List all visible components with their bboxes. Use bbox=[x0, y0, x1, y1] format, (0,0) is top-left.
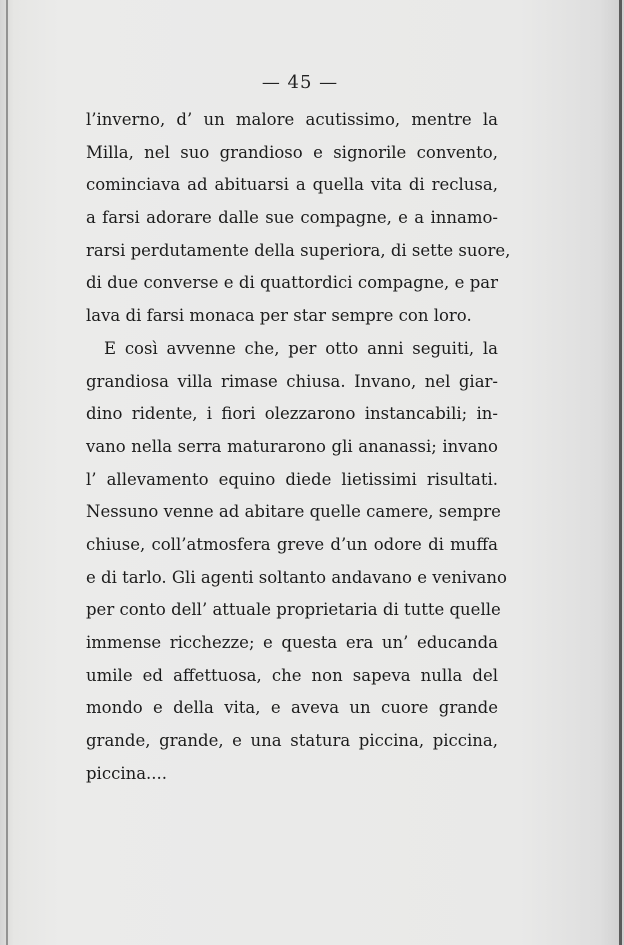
text-line-18: umile ed affettuosa, che non sapeva nulla del bbox=[86, 665, 498, 685]
text-line-15: e di tarlo. Gli agenti soltanto andavano e venivano bbox=[86, 567, 507, 587]
text-line-6: di due converse e di quattordici compagne, e par bbox=[86, 273, 498, 293]
text-line-5: rarsi perdutamente della superiora, di sette suore, bbox=[86, 240, 511, 260]
text-line-20: grande, grande, e una statura piccina, piccina, bbox=[86, 731, 498, 751]
body-text bbox=[86, 104, 511, 790]
text-line-17: immense ricchezze; e questa era un’ educanda bbox=[86, 633, 498, 652]
text-line-8: E così avvenne che, per otto anni seguiti, la bbox=[104, 338, 498, 358]
text-line-13: Nessuno venne ad abitare quelle camere, sempre bbox=[86, 502, 501, 522]
text-line-3: cominciava ad abituarsi a quella vita di reclusa, bbox=[86, 175, 498, 195]
text-line-9: grandiosa villa rimase chiusa. Invano, nel giar- bbox=[86, 371, 498, 391]
text-line-12: l’ allevamento equino diede lietissimi risultati. bbox=[86, 469, 498, 489]
text-line-10: dino ridente, i fiori olezzarono instancabili; in- bbox=[86, 404, 498, 424]
text-line-1: l’inverno, d’ un malore acutissimo, mentre la bbox=[86, 110, 498, 129]
text-line-19: mondo e della vita, e aveva un cuore grande bbox=[86, 698, 498, 718]
text-line-16: per conto dell’ attuale proprietaria di tutte quelle bbox=[86, 600, 501, 620]
page-right-edge bbox=[619, 0, 622, 945]
text-line-2: Milla, nel suo grandioso e signorile convento, bbox=[86, 142, 498, 162]
text-line-11: vano nella serra maturarono gli ananassi; invano bbox=[86, 436, 498, 456]
page-left-edge bbox=[6, 0, 8, 945]
text-line-21: piccina.... bbox=[86, 763, 168, 783]
text-line-4: a farsi adorare dalle sue compagne, e a innamo- bbox=[86, 208, 498, 228]
text-line-14: chiuse, coll’atmosfera greve d’un odore di muffa bbox=[86, 534, 498, 554]
text-line-7: lava di farsi monaca per star sempre con loro. bbox=[86, 306, 472, 326]
page-number: — 45 — bbox=[261, 72, 339, 93]
